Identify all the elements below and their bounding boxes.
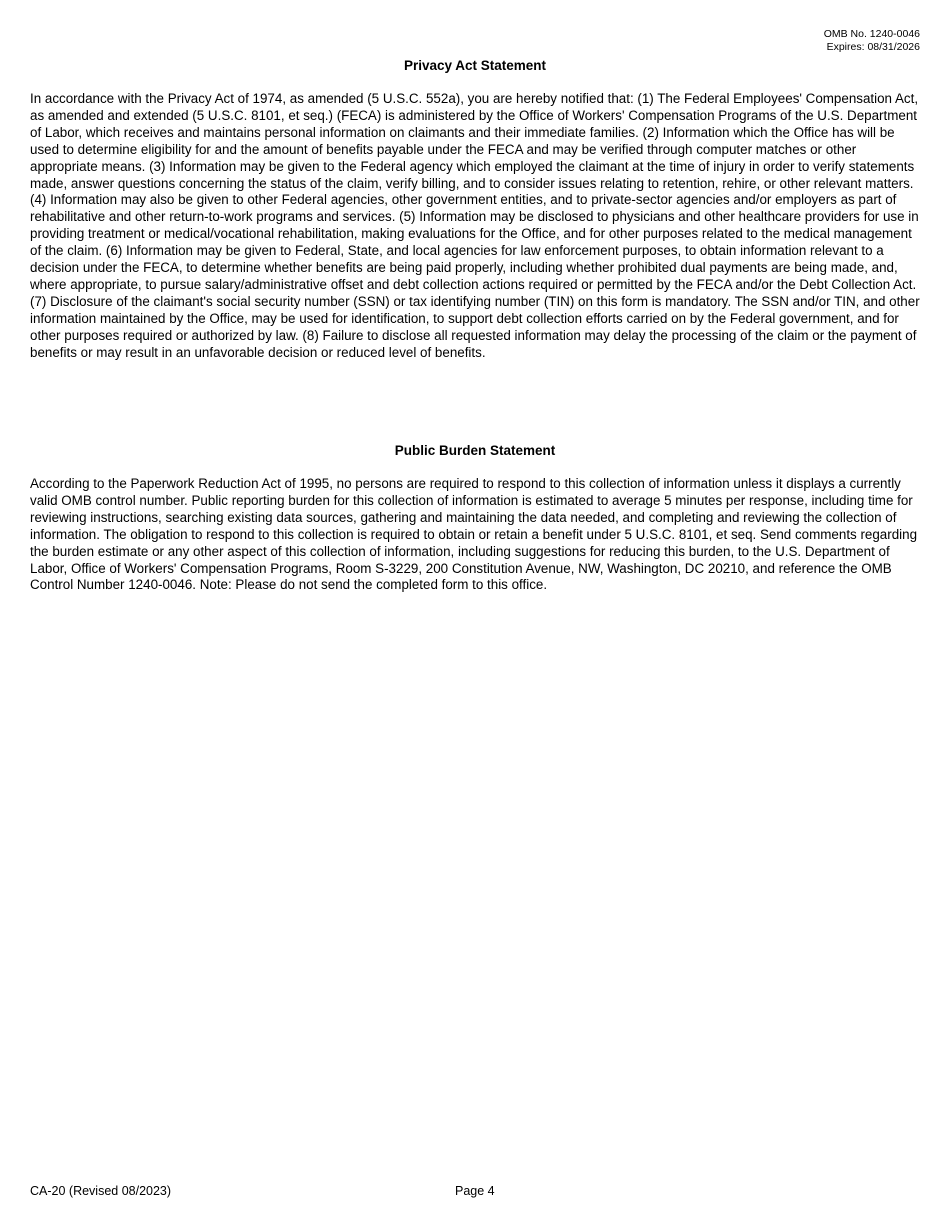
public-burden-title: Public Burden Statement (394, 443, 556, 458)
omb-expiration: Expires: 08/31/2026 (826, 40, 920, 53)
page-number: Page 4 (455, 1184, 495, 1198)
privacy-act-title: Privacy Act Statement (403, 58, 547, 73)
omb-number: OMB No. 1240-0046 (823, 28, 920, 40)
omb-info (824, 28, 920, 53)
form-id: CA-20 (Revised 08/2023) (30, 1184, 172, 1198)
privacy-act-body: In accordance with the Privacy Act of 1974, as amended (5 U.S.C. 552a), you are hereby notified that: (1) The Federal Employees' Compensation Act, as amended and extended (5 U.S.C. 8101, et seq.) (FECA) is administered by the Office of Workers' Compensation Programs of the U.S. Department of Labor, which receives and maintains personal information on claimants and their immediate families. (2) Information which the Office has will be used to determine eligibility for and the amount of benefits payable under the FECA and may be verified through computer matches or other appropriate means. (3) Information may be given to the Federal agency which employed the claimant at the time of injury in order to verify statements made, answer questions concerning the status of the claim, verify billing, and to consider issues relating to retention, rehire, or other relevant matters. (4) Information may also be given to other Federal agencies, other government entities, and to private-sector agencies and/or employers as part of rehabilitative and other return-to-work programs and services. (5) Information may be disclosed to physicians and other healthcare providers for use in providing treatment or medical/vocational rehabilitation, making evaluations for the Office, and for other purposes related to the medical management of the claim. (6) Information may be given to Federal, State, and local agencies for law enforcement purposes, to obtain information relevant to a decision under the FECA, to determine whether benefits are being paid properly, including whether prohibited dual payments are being made, and, where appropriate, to pursue salary/administrative offset and debt collection actions required or permitted by the FECA and/or the Debt Collection Act. (7) Disclosure of the claimant's social security number (SSN) or tax identifying number (TIN) on this form is mandatory. The SSN and/or TIN, and other information maintained by the Office, may be used for identification, to support debt collection efforts carried on by the Federal government, and for other purposes required or authorized by law. (8) Failure to disclose all requested information may delay the processing of the claim or the payment of benefits or may result in an unfavorable decision or reduced level of benefits. (30, 91, 920, 360)
public-burden-body: According to the Paperwork Reduction Act of 1995, no persons are required to respond to this collection of information unless it displays a currently valid OMB control number. Public reporting burden for this collection of information is estimated to average 5 minutes per response, including time for reviewing instructions, searching existing data sources, gathering and maintaining the data needed, and completing and reviewing the collection of information. The obligation to respond to this collection is required to obtain or retain a benefit under 5 U.S.C. 8101, et seq. Send comments regarding the burden estimate or any other aspect of this collection of information, including suggestions for reducing this burden, to the U.S. Department of Labor, Office of Workers' Compensation Programs, Room S-3229, 200 Constitution Avenue, NW, Washington, DC 20210, and reference the OMB Control Number 1240-0046. Note: Please do not send the completed form to this office. (30, 476, 918, 593)
